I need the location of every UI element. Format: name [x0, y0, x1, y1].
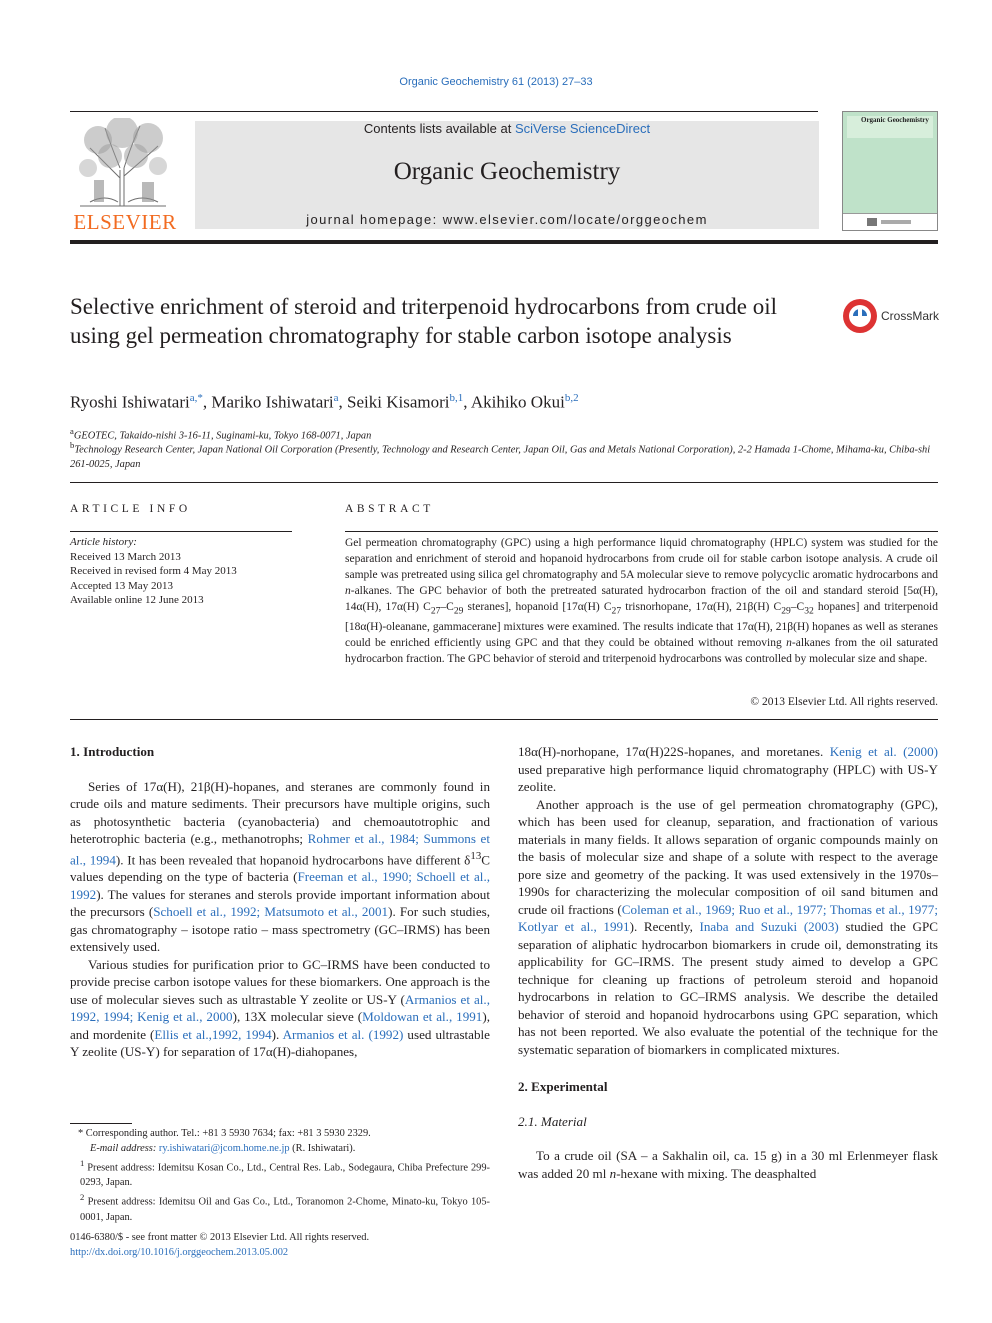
affiliation-a-marker: a	[70, 426, 74, 436]
ref-ellis[interactable]: Ellis et al.,1992, 1994	[154, 1026, 272, 1042]
abstract-rule	[345, 531, 938, 532]
intro-paragraph-3: Another approach is the use of gel permeation chromatography (GPC), which has been used for cleanup, separation, and fractionation of various materials in many fields. It allows separation of organic compounds mainly on the basis of molecular size and shape of a solute with respect to the average pore size and geometry of the packing. It was used extensively in the 1970s–1990s for characterizing the molecular composition of oil sand bitumen and crude oil fractions (Coleman et al., 1969; Ruo et al., 1977; Thomas et al., 1977; Kotlyar et al., 1991). Recently, Inaba and Suzuki (2003) studied the GPC separation of aliphatic hydrocarbon biomarkers in crude oil, demonstrating its applicability for GC–IRMS. The present study aimed to develop a GPC technique for cleaning up fractions of petroleum steroid and hopanoid hydrocarbons in relation to GC–IRMS analysis. We describe the detailed behavior of steroid and hopanoid hydrocarbons using GPC separation, which has not been reported. We also evaluate the potential of the technique for the systematic separation of biomarkers in complicated mixtures.	[518, 796, 938, 1057]
section-heading-experimental: 2. Experimental	[518, 1079, 608, 1094]
email-suffix: (R. Ishiwatari).	[292, 1143, 356, 1154]
footnotes	[70, 1126, 490, 1225]
author-2-affil[interactable]: a	[333, 392, 339, 404]
ref-coleman-ruo-thomas-kotlyar[interactable]: Coleman et al., 1969; Ruo et al., 1977; Thomas et al., 1977; Kotlyar et al., 1991	[518, 901, 938, 934]
footnote-2: $^2$ Present address: Idemitsu Oil and Gas Co., Ltd., Toranomon 2-Chome, Minato-ku, Tokyo 105-0001, Japan.	[80, 1192, 490, 1223]
author-4: Akihiko Okui	[470, 392, 565, 412]
affiliation-b-marker: b	[70, 440, 75, 450]
author-4-affil[interactable]: b,2	[564, 392, 579, 404]
intro-paragraph-1: Series of 17α(H), 21β(H)-hopanes, and steranes are commonly found in crude oils and mature sediments. Their precursors have multiple origins, such as photosynthetic bacteria (cyanobacteria) and chemoautotrophic and heterotrophic bacteria (e.g., methanotrophs; Rohmer et al., 1984; Summons et al., 1994). It has been revealed that hopanoid hydrocarbons have different $\delta^{13}C$ values depending on the type of bacteria (Freeman et al., 1990; Schoell et al., 1992). The values for steranes and sterols provide important information about the precursors (Schoell et al., 1992; Matsumoto et al., 2001). For such studies, gas chromatography – isotope ratio – mass spectrometry (GC–IRMS) has been extensively used.	[70, 778, 490, 955]
ref-schoell-matsumoto[interactable]: Schoell et al., 1992; Matsumoto et al., 2001	[153, 904, 389, 920]
issn-block	[70, 1230, 490, 1260]
cover-title: Organic Geochemistry	[847, 116, 933, 138]
article-info-heading: ARTICLE INFO	[70, 503, 191, 515]
author-3: Seiki Kisamori	[347, 392, 450, 412]
contents-line	[195, 121, 819, 136]
footnote-email	[70, 1141, 490, 1156]
doi-link[interactable]: http://dx.doi.org/10.1016/j.orggeochem.2013.05.002	[70, 1247, 289, 1258]
author-2: Mariko Ishiwatari	[211, 392, 334, 412]
article-history	[70, 535, 292, 608]
contents-prefix: Contents lists available at	[363, 121, 515, 136]
history-received: Received 13 March 2013	[70, 550, 181, 563]
abstract-heading: ABSTRACT	[345, 503, 434, 515]
author-3-affil[interactable]: b,1	[449, 392, 464, 404]
footnote-corresponding-text: Corresponding author. Tel.: +81 3 5930 7634; fax: +81 3 5930 2329.	[85, 1128, 371, 1139]
header-thick-rule	[70, 240, 938, 244]
material-paragraph-1: To a crude oil (SA – a Sakhalin oil, ca. 15 g) in a 30 ml Erlenmeyer flask was added 20 ml n-hexane with mixing. The deasphalted	[518, 1148, 938, 1181]
intro-paragraph-2: Various studies for purification prior to GC–IRMS have been conducted to provide precise carbon isotope values for these biomarkers. One approach is the use of molecular sieves such as ultrastable Y zeolite or US-Y (Armanios et al., 1992, 1994; Kenig et al., 2000), 13X molecular sieve (Moldowan et al., 1991), and mordenite (Ellis et al.,1992, 1994). Armanios et al. (1992) used ultrastable Y zeolite (US-Y) for separation of 17α(H)-diahopanes,	[70, 956, 490, 1060]
subsection-heading-material: 2.1. Material	[518, 1113, 587, 1129]
journal-homepage	[195, 212, 819, 227]
abstract-text: Gel permeation chromatography (GPC) using a high performance liquid chromatography (HPLC) system was studied for the separation and enrichment of steroid and hopanoid hydrocarbons from crude oil for stable carbon isotope analysis. A crude oil sample was pretreated using silica gel chromatography and 5A molecular sieve to remove polycyclic aromatic hydrocarbons and n-alkanes. The GPC behavior of both the pretreated saturated hydrocarbon fraction of the oil and standard steroid [5α(H), 14α(H), 17α(H) $C_{27}-C_{29}$ steranes], hopanoid [17α(H) $C_{27}$ trisnorhopane, 17α(H), 21β(H) $C_{29}-C_{32}$ hopanes] and triterpenoid [18α(H)-oleanane, gammacerane] mixtures were examined. The results indicate that 17α(H), 21β(H) hopanes as well as steranes could be enriched efficiently using GPC and that they could be obtained without removing n-alkanes from the oil saturated hydrocarbon fraction. The GPC behavior of steroid and triterpenoid hydrocarbons was controlled by molecular size and shape.	[345, 537, 939, 666]
ref-armanios-1992[interactable]: Armanios et al. (1992)	[282, 1026, 404, 1042]
crossmark-label: CrossMark	[881, 309, 940, 323]
author-list: Ryoshi Ishiwatari$^{a,*}$, Mariko Ishiwatari$^a$, Seiki Kisamori$^{b,1}$, Akihiko Okui$^{b,2}$	[70, 392, 579, 412]
crossmark-icon	[842, 298, 878, 334]
history-online: Available online 12 June 2013	[70, 594, 204, 607]
author-1-affil[interactable]: a,*	[189, 392, 203, 404]
left-column	[70, 743, 490, 1061]
homepage-prefix: journal homepage:	[306, 212, 443, 227]
intro-paragraph-2-cont: 18α(H)-norhopane, 17α(H)22S-hopanes, and moretanes. Kenig et al. (2000) used preparative high performance liquid chromatography (HPLC) with US-Y zeolite.	[518, 744, 939, 794]
sciencedirect-link[interactable]: SciVerse ScienceDirect	[514, 121, 651, 136]
elsevier-wordmark: ELSEVIER	[73, 210, 177, 234]
cover-publisher-icon	[843, 214, 935, 230]
history-revised: Received in revised form 4 May 2013	[70, 565, 237, 578]
journal-title: Organic Geochemistry	[393, 158, 621, 185]
email-label: E-mail address:	[90, 1143, 157, 1154]
affiliation-a-text: GEOTEC, Takaido-nishi 3-16-11, Suginami-ku, Tokyo 168-0071, Japan	[73, 430, 372, 442]
ref-armanios-kenig[interactable]: Armanios et al., 1992, 1994; Kenig et al., 2000	[70, 991, 490, 1025]
cover-footer	[843, 213, 937, 230]
ref-kenig-2000[interactable]: Kenig et al. (2000)	[829, 744, 939, 759]
section-heading-introduction: 1. Introduction	[70, 744, 155, 759]
ref-moldowan[interactable]: Moldowan et al., 1991	[362, 1009, 483, 1025]
history-accepted: Accepted 13 May 2013	[70, 579, 173, 592]
author-1: Ryoshi Ishiwatari	[70, 392, 190, 412]
ref-rohmer-summons[interactable]: Rohmer et al., 1984; Summons et al., 1994	[70, 831, 490, 867]
footnote-1: $^1$ Present address: Idemitsu Kosan Co., Ltd., Central Res. Lab., Sodegaura, Chiba Prefecture 299-0293, Japan.	[80, 1158, 490, 1189]
abstract-bottom-rule	[70, 719, 938, 720]
ref-inaba-suzuki[interactable]: Inaba and Suzuki (2003)	[699, 919, 839, 934]
elsevier-logo	[70, 118, 180, 232]
footnote-corresponding: * Corresponding author. Tel.: +81 3 5930 7634; fax: +81 3 5930 2329.	[78, 1128, 371, 1139]
ref-freeman-schoell[interactable]: Freeman et al., 1990; Schoell et al., 1992	[70, 869, 490, 902]
abstract-copyright: © 2013 Elsevier Ltd. All rights reserved.	[750, 696, 938, 708]
title-block-rule	[70, 482, 938, 483]
affiliation-b	[70, 438, 938, 472]
homepage-url[interactable]: www.elsevier.com/locate/orggeochem	[442, 212, 708, 227]
email-link[interactable]: ry.ishiwatari@jcom.home.ne.jp	[158, 1143, 290, 1154]
journal-cover-thumbnail[interactable]	[842, 111, 938, 231]
footnote-1-text: Present address: Idemitsu Kosan Co., Ltd., Central Res. Lab., Sodegaura, Chiba Prefecture 299-0293, Japan.	[80, 1162, 490, 1189]
affiliation-b-text: Technology Research Center, Japan National Oil Corporation (Presently, Technology and Research Center, Japan Oil, Gas and Metals National Corporation), 2-2 Hamada 1-Chome, Mihama-ku, Chiba-shi 261-0025, Japan	[70, 444, 931, 471]
journal-citation[interactable]: Organic Geochemistry 61 (2013) 27–33	[399, 76, 593, 88]
history-label: Article history:	[70, 536, 137, 548]
footnote-2-text: Present address: Idemitsu Oil and Gas Co., Ltd., Toranomon 2-Chome, Minato-ku, Tokyo 105-0001, Japan.	[80, 1196, 490, 1223]
crossmark-badge[interactable]	[842, 298, 952, 334]
footnote-rule	[70, 1123, 132, 1124]
article-title: Selective enrichment of steroid and triterpenoid hydrocarbons from crude oil using gel permeation chromatography for stable carbon isotope analysis	[70, 294, 778, 348]
issn-line: 0146-6380/$ - see front matter © 2013 Elsevier Ltd. All rights reserved.	[70, 1232, 370, 1243]
right-column	[518, 743, 938, 1182]
header-rule	[70, 111, 818, 112]
article-info-rule	[70, 531, 292, 532]
